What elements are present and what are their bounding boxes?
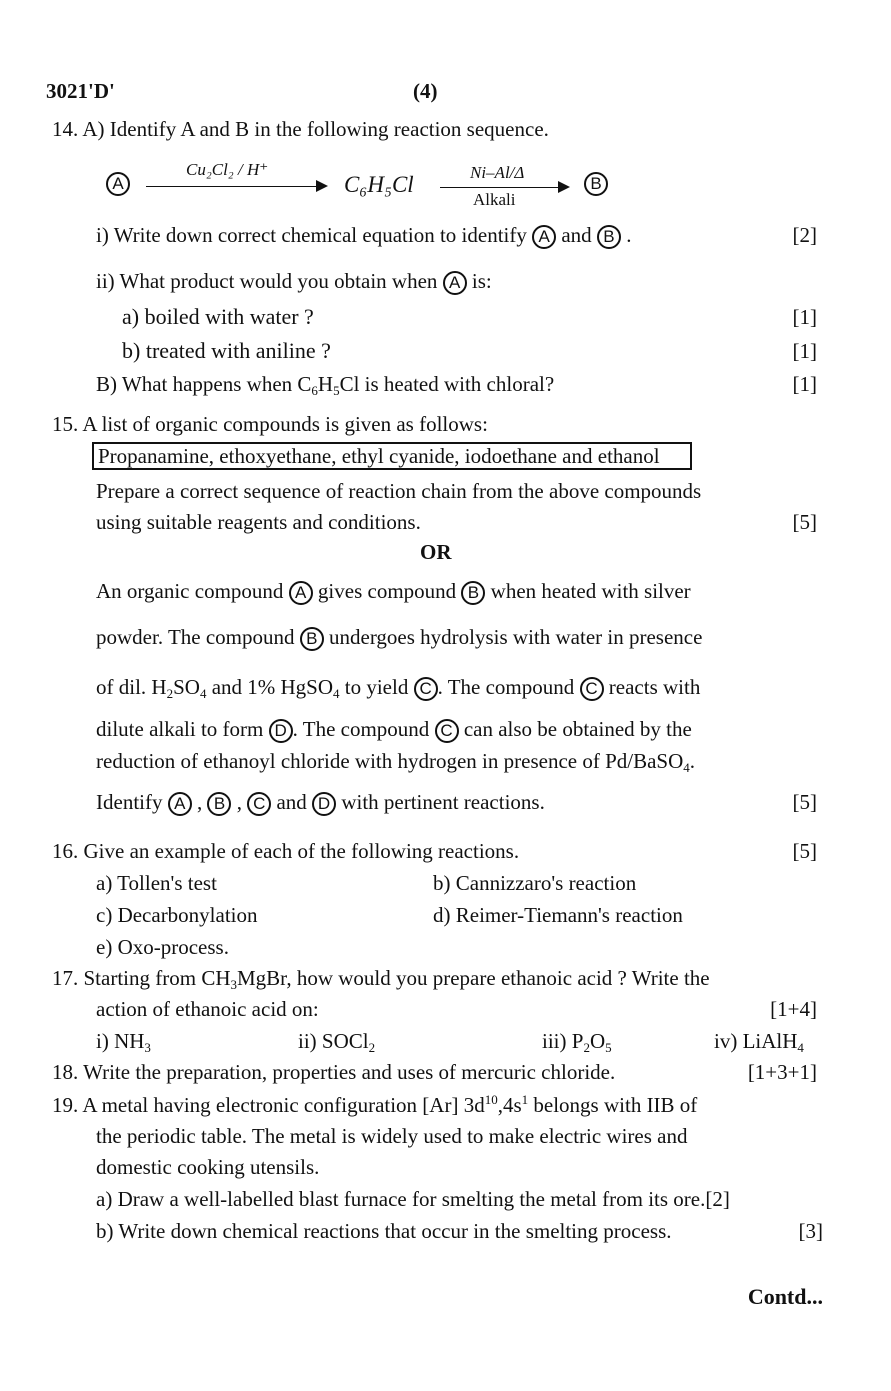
q17-iii: iii) $P_2O_5$ xyxy=(542,1029,612,1055)
q16-b: b) Cannizzaro's reaction xyxy=(433,871,637,895)
q15-or-line1: An organic compound A gives compound B when heated with silver xyxy=(96,578,691,605)
label-a-circle: A xyxy=(106,172,130,196)
label-b-circle: B xyxy=(597,225,621,249)
paper-code: 3021'D' xyxy=(46,79,115,103)
chlorobenzene: C₆H₅Cl xyxy=(344,172,414,197)
q15-line2: using suitable reagents and conditions. xyxy=(96,510,421,534)
label-d-circle: D xyxy=(269,719,293,743)
q15-or-line3: of dil. $H_2SO_4$ and 1% HgSO$_4$ to yield C . The compound C reacts with xyxy=(96,675,701,701)
q17-marks: [1+4] xyxy=(770,997,817,1021)
q14-title: 14. A) Identify A and B in the following reaction sequence. xyxy=(52,117,549,141)
q15-or-line5: reduction of ethanoyl chloride with hydrogen in presence of Pd/BaSO$_4$. xyxy=(96,749,696,775)
q16-d: d) Reimer-Tiemann's reaction xyxy=(433,903,683,927)
label-c-circle: C xyxy=(580,677,604,701)
q15-title: 15. A list of organic compounds is given as follows: xyxy=(52,412,488,436)
contd-label: Contd... xyxy=(747,1284,823,1309)
reaction-arrow-2 xyxy=(440,187,568,188)
page-number: (4) xyxy=(413,79,438,103)
label-d-circle: D xyxy=(312,792,336,816)
q17-i: i) $NH_3$ xyxy=(96,1029,151,1055)
q15-or: OR xyxy=(420,540,452,564)
reagent-2-bottom: Alkali xyxy=(473,190,516,209)
q15-or-line2: powder. The compound B undergoes hydrolysis with water in presence xyxy=(96,624,702,651)
q19-line3: domestic cooking utensils. xyxy=(96,1155,320,1179)
q18-text: 18. Write the preparation, properties and uses of mercuric chloride. xyxy=(52,1060,616,1084)
label-a-circle: A xyxy=(443,271,467,295)
q15-marks2: [5] xyxy=(792,790,817,814)
q15-compound-box: Propanamine, ethoxyethane, ethyl cyanide, iodoethane and ethanol xyxy=(92,443,692,469)
q17-line2: action of ethanoic acid on: xyxy=(96,997,319,1021)
q17-iv: iv) LiAlH$_4$ xyxy=(714,1029,804,1055)
q19-a: a) Draw a well-labelled blast furnace for smelting the metal from its ore.[2] xyxy=(96,1187,730,1211)
q14-B: B) What happens when $C_6H_5Cl$ is heated with chloral? xyxy=(96,372,555,398)
q14-ii-a: a) boiled with water ? xyxy=(122,304,314,329)
q17-ii: ii) SOCl$_2$ xyxy=(298,1029,376,1055)
q15-line1: Prepare a correct sequence of reaction chain from the above compounds xyxy=(96,479,702,503)
q14-B-marks: [1] xyxy=(792,372,817,396)
reaction-arrow-1 xyxy=(146,186,326,187)
label-a-circle: A xyxy=(289,581,313,605)
label-b-circle: B xyxy=(300,627,324,651)
reagent-1: Cu₂Cl₂ / H⁺ xyxy=(186,160,269,179)
q15-or-line4: dilute alkali to form D . The compound C can also be obtained by the xyxy=(96,716,692,743)
q19-b-marks: [3] xyxy=(798,1219,823,1243)
q16-c: c) Decarbonylation xyxy=(96,903,258,927)
label-c-circle: C xyxy=(435,719,459,743)
q19-b: b) Write down chemical reactions that occur in the smelting process. xyxy=(96,1219,672,1243)
label-b-circle: B xyxy=(207,792,231,816)
q16-a: a) Tollen's test xyxy=(96,871,217,895)
q14-ii-b: b) treated with aniline ? xyxy=(122,338,331,363)
label-a-circle: A xyxy=(168,792,192,816)
q19-line2: the periodic table. The metal is widely used to make electric wires and xyxy=(96,1124,688,1148)
q16-e: e) Oxo-process. xyxy=(96,935,229,959)
q18-marks: [1+3+1] xyxy=(747,1060,817,1084)
q16-title: 16. Give an example of each of the following reactions. xyxy=(52,839,520,863)
q14-ii-a-marks: [1] xyxy=(792,305,817,329)
q15-or-line6: Identify A , B , C and D with pertinent reactions. xyxy=(96,789,545,816)
q19-line1: 19. A metal having electronic configuration [Ar] $3d^{10},4s^1$ belongs with IIB of xyxy=(52,1092,698,1117)
q14-i: i) Write down correct chemical equation to identify A and B . xyxy=(96,222,631,249)
label-c-circle: C xyxy=(414,677,438,701)
q14-ii-b-marks: [1] xyxy=(792,339,817,363)
q17-line1: 17. Starting from $CH_3MgBr$, how would you prepare ethanoic acid ? Write the xyxy=(52,966,710,992)
label-c-circle: C xyxy=(247,792,271,816)
label-b-circle: B xyxy=(461,581,485,605)
reagent-2-top: Ni–Al/Δ xyxy=(470,163,525,182)
q14-i-marks: [2] xyxy=(792,223,817,247)
q15-marks1: [5] xyxy=(792,510,817,534)
q14-ii: ii) What product would you obtain when A is: xyxy=(96,268,492,295)
label-b-circle: B xyxy=(584,172,608,196)
label-a-circle: A xyxy=(532,225,556,249)
q16-marks: [5] xyxy=(792,839,817,863)
